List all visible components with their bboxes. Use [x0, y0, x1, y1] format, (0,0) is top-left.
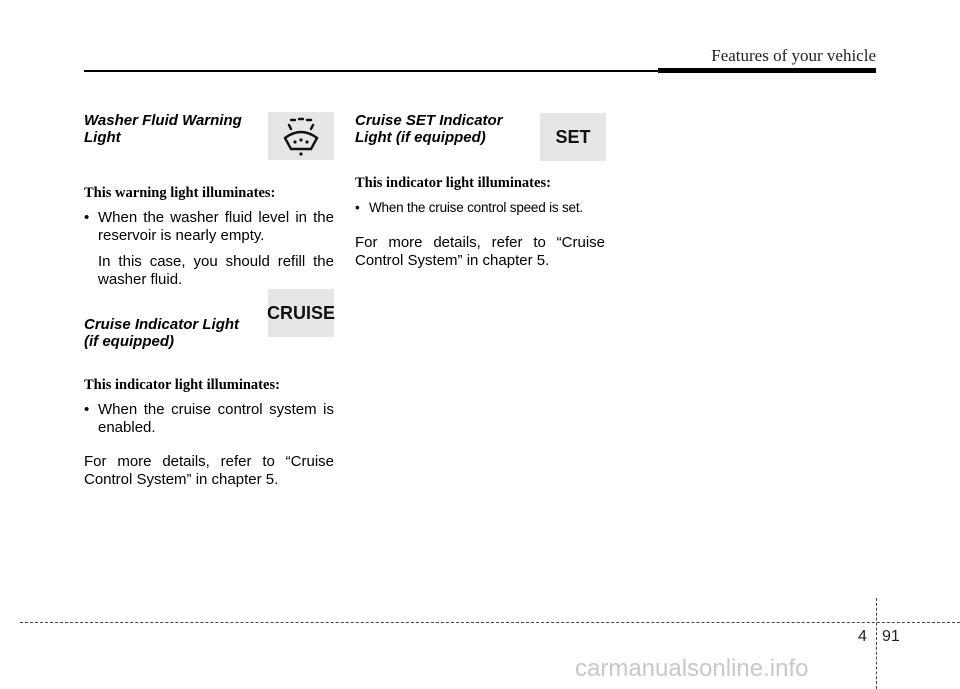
cruise-bullet: • When the cruise control system is enabled.	[84, 401, 334, 437]
footer-rule	[20, 622, 960, 623]
chapter-number: 4	[858, 628, 867, 645]
cruise-set-lead: This indicator light illuminates:	[355, 175, 551, 191]
cruise-set-more-info: For more details, refer to “Cruise Control System” in chapter 5.	[355, 234, 605, 269]
cruise-indicator-icon	[268, 289, 334, 337]
cruise-section-title	[84, 316, 254, 350]
cruise-set-section-title	[355, 112, 525, 146]
watermark: carmanualsonline.info	[575, 655, 809, 682]
washer-bullet: • When the washer fluid level in the reservoir is nearly empty.	[84, 209, 334, 245]
header-rule-accent	[658, 68, 876, 73]
page-number: 91	[882, 628, 900, 645]
cruise-icon-text: CRUISE	[267, 302, 336, 323]
cruise-set-indicator-icon	[540, 113, 606, 161]
footer-divider	[876, 598, 877, 689]
cruise-lead: This indicator light illuminates:	[84, 377, 280, 393]
washer-lead: This warning light illuminates:	[84, 185, 276, 201]
cruise-more-info: For more details, refer to “Cruise Control System” in chapter 5.	[84, 453, 334, 488]
set-icon-text: SET	[555, 126, 591, 147]
cruise-title-line2: (if equipped)	[84, 333, 174, 350]
cruise-title-line1: Cruise Indicator Light	[84, 316, 240, 333]
cruise-set-title-line2: Light (if equipped)	[355, 129, 486, 146]
washer-note: In this case, you should refill the washer fluid.	[98, 253, 334, 288]
washer-fluid-icon	[268, 112, 334, 160]
page-header-title: Features of your vehicle	[711, 46, 876, 65]
cruise-set-bullet: • When the cruise control speed is set.	[355, 199, 605, 217]
cruise-set-title-line1: Cruise SET Indicator	[355, 112, 503, 129]
washer-section-title: Washer Fluid Warning Light	[84, 112, 242, 146]
